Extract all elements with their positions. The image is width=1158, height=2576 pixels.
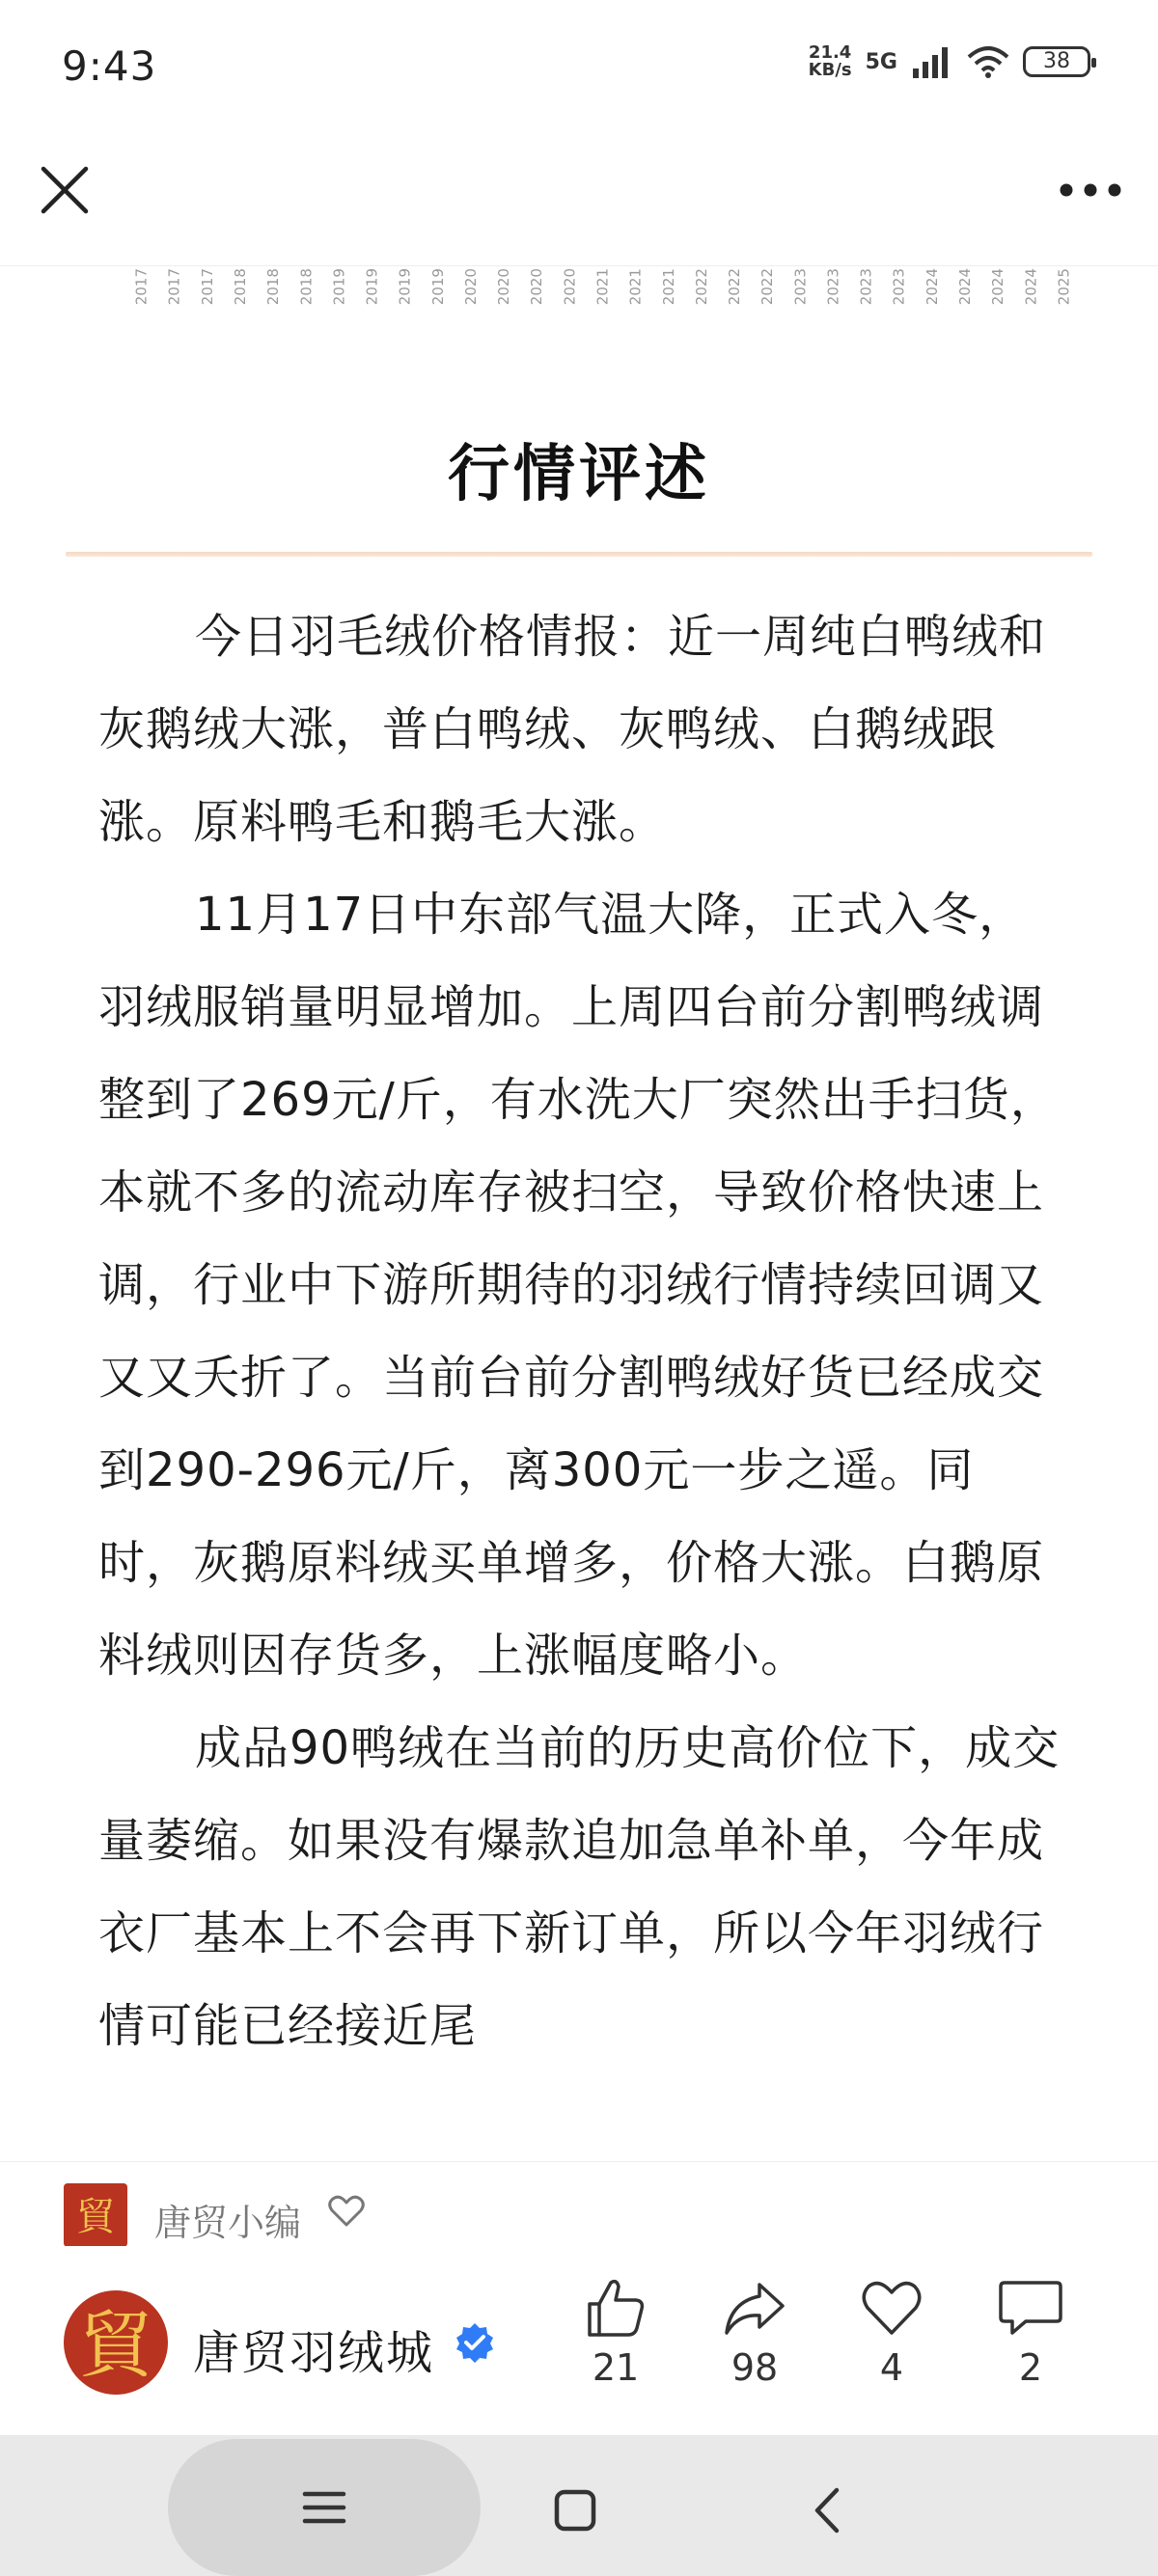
editor-name[interactable]: 唐贸小编 [154,2202,302,2244]
like-count: 21 [592,2346,640,2389]
back-button[interactable] [787,2472,865,2549]
title-divider [66,552,1092,557]
axis-tick-label: 2022 [758,268,777,306]
account-name[interactable]: 唐贸羽绒城 [193,2326,435,2380]
axis-tick-label: 2021 [593,268,612,306]
favorite-count: 4 [879,2346,904,2389]
top-nav-bar [0,135,1158,266]
back-chevron-icon [810,2486,842,2535]
menu-icon [301,2488,347,2527]
network-speed: 21.4 KB/s [808,42,852,80]
signal-icon [911,45,953,78]
network-type: 5G [865,49,897,74]
axis-tick-label: 2019 [428,268,447,306]
axis-tick-label: 2022 [726,268,744,306]
axis-tick-label: 2021 [659,268,677,306]
comment-count: 2 [1018,2346,1043,2389]
wifi-icon [967,45,1009,78]
axis-tick-label: 2019 [396,268,414,306]
author-action-bar [0,2246,1158,2435]
status-time: 9:43 [62,42,157,90]
share-button[interactable] [697,2277,813,2389]
share-count: 98 [731,2346,779,2389]
axis-tick-label: 2024 [989,268,1007,306]
article-paragraph: 成品90鸭绒在当前的历史高价位下，成交量萎缩。如果没有爆款追加急单补单，今年成衣厂基本上不会再下新订单，所以今年羽绒行情可能已经接近尾 [98,1721,1061,2053]
system-navigation-bar [0,2435,1158,2576]
svg-text:貿: 貿 [79,2302,152,2386]
home-button[interactable] [537,2472,614,2549]
axis-tick-label: 2024 [923,268,941,306]
verified-badge-icon [454,2321,496,2364]
menu-button[interactable] [168,2439,481,2576]
axis-tick-label: 2023 [857,268,875,306]
article-paragraph: 11月17日中东部气温大降，正式入冬，羽绒服销量明显增加。上周四台前分割鸭绒调整到了269元/斤，有水洗大厂突然出手扫货，本就不多的流动库存被扫空，导致价格快速上调，行业中下游所期待的羽绒行情持续回调又又又夭折了。当前台前分割鸭绒好货已经成交到290-296元/斤，离300元一步之遥。同时，灰鹅原料绒买单增多，价格大涨。白鹅原料绒则因存货多，上涨幅度略小。 [98,888,1058,1683]
axis-tick-label: 2023 [824,268,842,306]
axis-tick-label: 2023 [791,268,810,306]
axis-tick-label: 2024 [956,268,975,306]
axis-tick-label: 2025 [1055,268,1073,306]
axis-tick-label: 2020 [561,268,579,306]
like-button[interactable] [558,2277,674,2389]
axis-tick-label: 2020 [528,268,546,306]
close-icon [40,165,90,215]
heart-icon [860,2277,924,2339]
axis-tick-label: 2018 [264,268,283,306]
thumbs-up-icon [584,2277,648,2339]
svg-text:貿: 貿 [76,2195,115,2239]
editor-avatar[interactable] [64,2183,127,2247]
chart-axis-svg [125,266,1081,324]
close-button[interactable] [35,160,95,220]
more-icon [1059,182,1122,198]
axis-tick-label: 2017 [132,268,151,306]
battery-indicator: 38 [1023,46,1090,77]
logo-icon [74,2191,117,2239]
section-title: 行情评述 [448,439,710,510]
axis-tick-label: 2018 [231,268,249,306]
axis-tick-label: 2017 [165,268,183,306]
more-button[interactable] [1052,160,1129,220]
axis-tick-label: 2024 [1022,268,1040,306]
status-bar [0,0,1158,135]
article-body [98,590,1063,2159]
comment-icon [997,2277,1064,2339]
axis-tick-label: 2019 [330,268,348,306]
favorite-button[interactable] [834,2277,950,2389]
axis-tick-label: 2018 [297,268,316,306]
editor-row [0,2161,1158,2246]
share-icon [723,2277,786,2339]
axis-tick-label: 2020 [461,268,480,306]
heart-outline-icon[interactable] [328,2195,365,2228]
account-avatar[interactable] [64,2290,168,2395]
axis-tick-label: 2019 [363,268,381,306]
chart-axis-labels [125,266,1081,324]
article-paragraph: 今日羽毛绒价格情报：近一周纯白鸭绒和灰鹅绒大涨，普白鸭绒、灰鸭绒、白鹅绒跟涨。原料鸭毛和鹅毛大涨。 [98,610,1047,849]
axis-tick-label: 2017 [198,268,216,306]
axis-tick-label: 2020 [495,268,513,306]
status-icons [809,44,1090,79]
axis-tick-label: 2022 [692,268,710,306]
square-icon [553,2488,597,2533]
logo-icon [77,2299,154,2386]
comment-button[interactable] [973,2277,1089,2389]
axis-tick-label: 2021 [626,268,645,306]
axis-tick-label: 2023 [890,268,908,306]
